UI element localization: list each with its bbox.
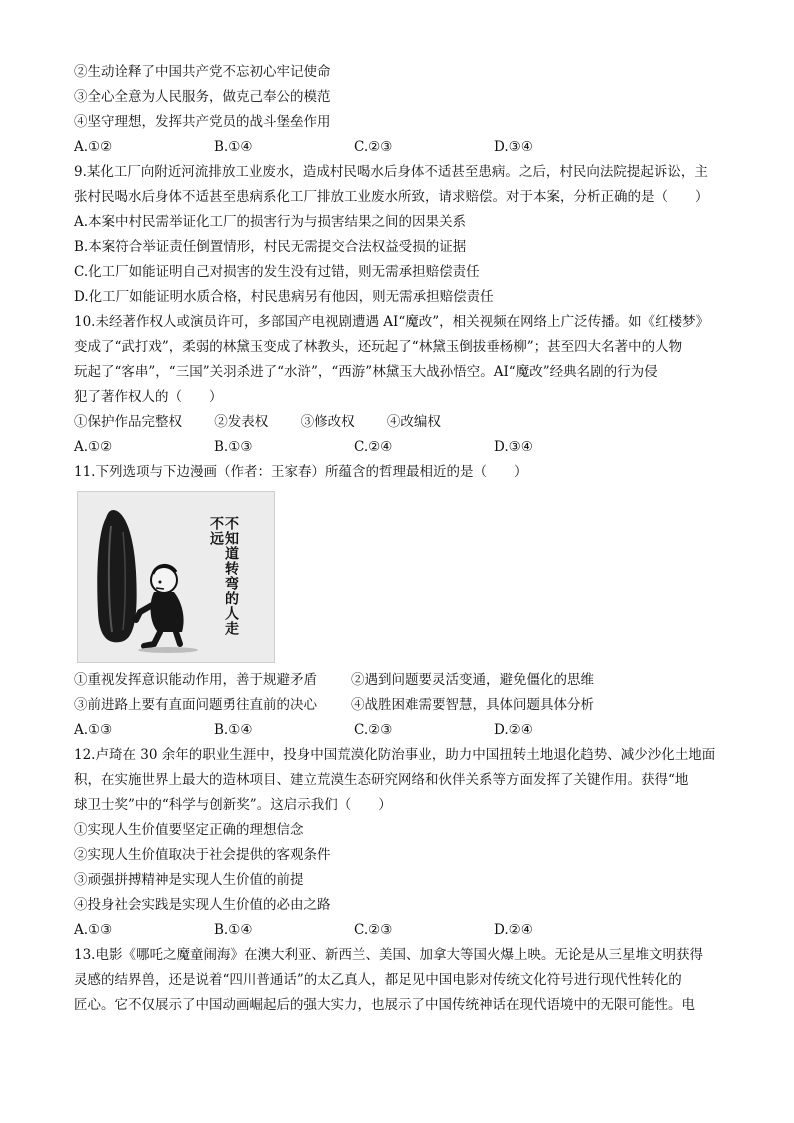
q12-options [74, 918, 724, 943]
q13-stem-line-2: 灵感的结界兽，还是说着“四川普通话”的太乙真人，都足见中国电影对传统文化符号进行现代性转化的 [74, 972, 682, 988]
q12-option-d: D.②④ [494, 922, 533, 938]
q12-stem-line-1: 12.卢琦在 30 余年的职业生涯中，投身中国荒漠化防治事业，助力中国扭转土地退化趋势、减少沙化土地面 [74, 747, 716, 763]
q10-item-2: ②发表权 [214, 414, 269, 430]
q11-stem: 11.下列选项与下边漫画（作者：王家春）所蕴含的哲理最相近的是（ ） [74, 464, 528, 480]
q9-option-d: D.化工厂如能证明水质合格，村民患病另有他因，则无需承担赔偿责任 [74, 289, 494, 305]
q10-item-4: ④改编权 [386, 414, 441, 430]
cartoon-drawing [78, 492, 274, 662]
q12-statement-1: ①实现人生价值要坚定正确的理想信念 [74, 822, 304, 838]
q8-statement-3: ③全心全意为人民服务，做克己奉公的模范 [74, 89, 331, 105]
exam-page [74, 60, 724, 1018]
q12-stem-line-3: 球卫士奖”中的“科学与创新奖”。这启示我们（ ） [74, 797, 392, 813]
q10-stem-line-4: 犯了著作权人的（ ） [74, 389, 223, 405]
q10-options [74, 435, 724, 460]
cartoon-caption: 不知道转弯的人走不远 [208, 516, 239, 636]
q8-statement-4: ④坚守理想，发挥共产党员的战斗堡垒作用 [74, 114, 331, 130]
q11-option-d: D.②④ [494, 722, 533, 738]
q11-choice-3: ③前进路上要有直面问题勇往直前的决心 [74, 697, 317, 713]
q8-option-c: C.②③ [354, 139, 393, 155]
q8-option-d: D.③④ [494, 139, 533, 155]
q11-option-b: B.①④ [214, 722, 253, 738]
q10-option-c: C.②④ [354, 439, 393, 455]
q11-option-c: C.②③ [354, 722, 393, 738]
q8-option-a: A.①② [74, 139, 113, 155]
q11-choice-4: ④战胜困难需要智慧，具体问题具体分析 [351, 697, 594, 713]
q10-option-b: B.①③ [214, 439, 253, 455]
q8-options [74, 135, 724, 160]
q11-option-a: A.①③ [74, 722, 113, 738]
q13-stem-line-3: 匠心。它不仅展示了中国动画崛起后的强大实力，也展示了中国传统神话在现代语境中的无限可能性。电 [74, 997, 695, 1013]
q10-items [74, 410, 724, 435]
q12-stem-line-2: 积，在实施世界上最大的造林项目、建立荒漠生态研究网络和伙伴关系等方面发挥了关键作用。获得“地 [74, 772, 689, 788]
q8-statement-2: ②生动诠释了中国共产党不忘初心牢记使命 [74, 64, 331, 80]
q11-choice-2: ②遇到问题要灵活变通，避免僵化的思维 [351, 672, 594, 688]
q12-option-c: C.②③ [354, 922, 393, 938]
q12-statement-3: ③顽强拼搏精神是实现人生价值的前提 [74, 872, 304, 888]
q10-stem-line-1: 10.未经著作权人或演员许可，多部国产电视剧遭遇 AI“魔改”，相关视频在网络上广泛传播。如《红楼梦》 [74, 314, 710, 330]
q10-stem-line-2: 变成了“武打戏”，柔弱的林黛玉变成了林教头，还玩起了“林黛玉倒拔垂杨柳”；甚至四大名著中的人物 [74, 339, 683, 355]
q9-option-c: C.化工厂如能证明自己对损害的发生没有过错，则无需承担赔偿责任 [74, 264, 480, 280]
q11-choice-1: ①重视发挥意识能动作用，善于规避矛盾 [74, 672, 317, 688]
q12-statement-2: ②实现人生价值取决于社会提供的客观条件 [74, 847, 331, 863]
q13-stem-line-1: 13.电影《哪吒之魔童闹海》在澳大利亚、新西兰、美国、加拿大等国火爆上映。无论是从三星堆文明获得 [74, 947, 703, 963]
q10-option-d: D.③④ [494, 439, 533, 455]
cartoon-image [77, 491, 275, 663]
q9-stem-line-1: 9.某化工厂向附近河流排放工业废水，造成村民喝水后身体不适甚至患病。之后，村民向法院提起诉讼，主 [74, 164, 708, 180]
q10-stem-line-3: 玩起了“客串”，“三国”关羽杀进了“水浒”，“西游”林黛玉大战孙悟空。AI“魔改”经典名剧的行为侵 [74, 364, 658, 380]
q11-choices-row-2 [74, 693, 724, 718]
q12-option-a: A.①③ [74, 922, 113, 938]
q9-option-b: B.本案符合举证责任倒置情形，村民无需提交合法权益受损的证据 [74, 239, 467, 255]
q12-statement-4: ④投身社会实践是实现人生价值的必由之路 [74, 897, 331, 913]
q11-options [74, 718, 724, 743]
q10-option-a: A.①② [74, 439, 113, 455]
q9-option-a: A.本案中村民需举证化工厂的损害行为与损害结果之间的因果关系 [74, 214, 467, 230]
q10-item-3: ③修改权 [300, 414, 355, 430]
q12-option-b: B.①④ [214, 922, 253, 938]
q11-choices-row-1 [74, 668, 724, 693]
q8-option-b: B.①④ [214, 139, 253, 155]
q9-stem-line-2: 张村民喝水后身体不适甚至患病系化工厂排放工业废水所致，请求赔偿。对于本案，分析正确的是（ ） [74, 189, 709, 205]
q10-item-1: ①保护作品完整权 [74, 414, 182, 430]
